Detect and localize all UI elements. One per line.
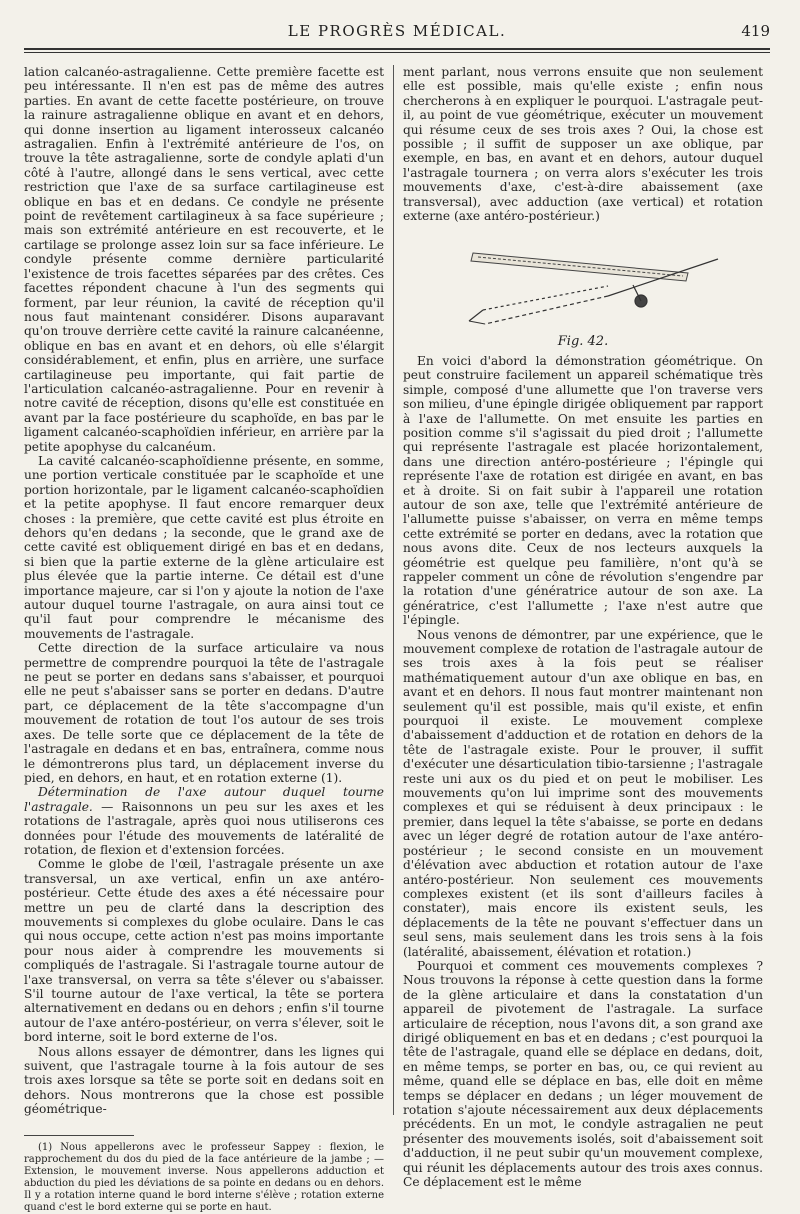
paragraph: La cavité calcanéo-scaphoïdienne présente, en somme, une portion verticale constituée par le scaphoïde et une portion horizontale, par le ligament calcanéo-scaphoïdien et la petite apophyse. Il faut encore remarquer deux choses : la première, que cette cavité est plus étroite en dehors qu'en dedans ; la seconde, que le grand axe de cette cavité est obliquement dirigé en bas et en dedans, si bien que la partie externe de la glène articulaire est plus élevée que la partie interne. Ce détail est d'une importance majeure, car si l'on y ajoute la notion de l'axe autour duquel tourne l'astragale, on aura ainsi tout ce qu'il faut pour comprendre le mécanisme des mouvements de l'astragale. bbox=[24, 453, 384, 641]
page-header bbox=[24, 22, 770, 44]
column-divider bbox=[393, 65, 394, 1115]
footnote-rule bbox=[24, 1135, 134, 1136]
running-title: LE PROGRÈS MÉDICAL. bbox=[287, 22, 507, 40]
section-paragraph bbox=[24, 785, 384, 857]
paragraph: Nous venons de démontrer, par une expérience, que le mouvement complexe de rotation de l'astragale autour de ses trois axes à la fois peut se réaliser mathématiquement autour d'un axe oblique en bas, en avant et en dehors. Il nous faut montrer maintenant non seulement qu'il est possible, mais qu'il existe, et enfin pourquoi il existe. Le mouvement complexe d'abaissement d'adduction et de rotation en dehors de la tête de l'astragale existe. Pour le prouver, il suffit d'exécuter une désarticulation tibio-tarsienne ; l'astragale reste uni aux os du pied et on peut le mobiliser. Les mouvements qu'on lui imprime sont des mouvements complexes et qui se réduisent à deux principaux : le premier, dans lequel la tête s'abaisse, se porte en dedans avec un léger degré de rotation autour de l'axe antéro-postérieur ; le second consiste en un mouvement d'élévation avec abduction et rotation autour de l'axe antéro-postérieur. Non seulement ces mouvements complexes existent (et ils sont d'ailleurs faciles à constater), mais encore ils existent seuls, les déplacements de la tête ne pouvant s'effectuer dans un seul sens, mais seulement dans les trois sens à la fois (latéralité, abaissement, élévation et rotation.) bbox=[403, 627, 763, 959]
paragraph: ment parlant, nous verrons ensuite que non seulement elle est possible, mais qu'elle existe ; enfin nous chercherons à en expliquer le pourquoi. L'astragale peut-il, au point de vue géométrique, exécuter un mouvement qui résume ceux de ses trois axes ? Oui, la chose est possible ; il suffit de supposer un axe oblique, par exemple, en bas, en avant et en dehors, autour duquel l'astragale tournera ; on verra alors s'exécuter les trois mouvements d'axe, c'est-à-dire abaissement (axe transversal), avec adduction (axe vertical) et rotation externe (axe antéro-postérieur.) bbox=[403, 65, 763, 224]
left-column bbox=[24, 65, 384, 1214]
section-heading: Détermination de l'axe autour duquel tourne l'astragale. bbox=[24, 785, 384, 814]
page-number: 419 bbox=[741, 22, 770, 40]
paragraph: lation calcanéo-astragalienne. Cette première facette est peu intéressante. Il n'en est pas de même des autres parties. En avant de cette facette postérieure, on trouve la rainure astragalienne oblique en avant et en dehors, qui donne insertion au ligament interosseux calcanéo astragalien. Enfin à l'extrémité antérieure de l'os, on trouve la tête astragalienne, sorte de condyle aplati d'un côté à l'autre, allongé dans le sens vertical, avec cette restriction que l'axe de sa surface cartilagineuse est oblique en bas et en dedans. Ce condyle ne présente point de revêtement cartilagineux à sa face supérieure ; mais son extrémité antérieure en est recouverte, et le cartilage se prolonge assez loin sur sa face inférieure. Le condyle présente comme dernière particularité l'existence de trois facettes séparées par des crêtes. Ces facettes répondent chacune à l'un des segments qui forment, par leur réunion, la cavité de réception qu'il nous faut maintenant considérer. Disons auparavant qu'on trouve derrière cette cavité la rainure calcanéenne, oblique en bas en avant et en dehors, où elle s'élargit considérablement, et enfin, plus en arrière, une surface cartilagineuse peu importante, qui fait partie de l'articulation calcanéo-astragalienne. Pour en revenir à notre cavité de réception, disons qu'elle est constituée en avant par la face postérieure du scaphoïde, en bas par le ligament calcanéo-scaphoïdien inférieur, en arrière par la petite apophyse du calcanéum. bbox=[24, 65, 384, 454]
paragraph: Pourquoi et comment ces mouvements complexes ? Nous trouvons la réponse à cette question dans la forme de la glène articulaire et dans la constatation d'un appareil de pivotement de l'astragale. La surface articulaire de réception, nous l'avons dit, a son grand axe dirigé obliquement en bas et en dedans ; c'est pourquoi la tête de l'astragale, quand elle se déplace en dedans, doit, en même temps, se porter en bas, ou, ce qui revient au même, quand elle se déplace en bas, elle doit en même temps se déplacer en dedans ; un léger mouvement de rotation s'ajoute nécessairement aux deux déplacements précédents. En un mot, le condyle astragalien ne peut présenter des mouvements isolés, soit d'abaissement soit d'adduction, il ne peut subir qu'un mouvement complexe, qui réunit les déplacements autour des trois axes connus. Ce déplacement est le même bbox=[403, 958, 763, 1190]
match-illustration bbox=[471, 253, 688, 281]
paragraph: En voici d'abord la démonstration géométrique. On peut construire facilement un appareil schématique très simple, composé d'une allumette que l'on traverse vers son milieu, d'une épingle dirigée obliquement par rapport à l'axe de l'allumette. On met ensuite les parties en position comme s'il s'agissait du pied droit ; l'allumette qui représente l'astragale est placée horizontalement, dans une direction antéro-postérieure ; l'épingle qui représente l'axe de rotation est dirigée en avant, en bas et à droite. Si on fait subir à l'appareil une rotation autour de son axe, telle que l'extrémité antérieure de l'allumette puisse s'abaisser, on verra en même temps cette extrémité se porter en dedans, avec la rotation que nous avons dite. Ceux de nos lecteurs auxquels la géométrie est quelque peu familière, n'ont qu'à se rappeler comment un cône de révolution s'engendre par la rotation d'une génératrice autour de son axe. La génératrice, c'est l'allumette ; l'axe n'est autre que l'épingle. bbox=[403, 353, 763, 628]
footnote: (1) Nous appellerons avec le professeur Sappey : flexion, le rapprochement du dos du pied de la face antérieure de la jambe ; — Extension, le mouvement inverse. Nous appellerons adduction et abduction du pied les déviations de sa pointe en dedans ou en dehors. Il y a rotation interne quand le bord interne s'élève ; rotation externe quand c'est le bord externe qui se porte en haut. bbox=[24, 1141, 384, 1213]
right-column bbox=[403, 65, 763, 1214]
figure-42 bbox=[403, 241, 763, 349]
paragraph: Cette direction de la surface articulaire va nous permettre de comprendre pourquoi la tête de l'astragale ne peut se porter en dedans sans s'abaisser, et pourquoi elle ne peut s'abaisser sans se porter en dedans. D'autre part, ce déplacement de la tête s'accompagne d'un mouvement de rotation de tout l'os autour de ses trois axes. De telle sorte que ce déplacement de la tête de l'astragale en dedans et en bas, entraînera, comme nous le démontrerons plus tard, un déplacement inverse du pied, en dehors, en haut, et en rotation externe (1). bbox=[24, 641, 384, 785]
paragraph: Comme le globe de l'œil, l'astragale présente un axe transversal, un axe vertical, enfin un axe antéro-postérieur. Cette étude des axes a été nécessaire pour mettre un peu de clarté dans la description des mouvements si complexes du globe oculaire. Dans le cas qui nous occupe, cette action n'est pas moins importante pour nous aider à comprendre les mouvements si compliqués de l'astragale. Si l'astragale tourne autour de l'axe transversal, on verra sa tête s'élever ou s'abaisser. S'il tourne autour de l'axe vertical, la tête se portera alternativement en dedans ou en dehors ; enfin s'il tourne autour de l'axe antéro-postérieur, on verra s'élever, soit le bord interne, soit le bord externe de l'os. bbox=[24, 857, 384, 1045]
figure-caption: Fig. 42. bbox=[557, 334, 609, 350]
two-column-body bbox=[24, 65, 770, 1214]
section-text: — Raisonnons un peu sur les axes et les rotations de l'astragale, après quoi nous utiliserons ces données pour l'étude des mouvements de latéralité de rotation, de flexion et d'extension forcées. bbox=[24, 799, 384, 857]
header-rule bbox=[24, 48, 770, 53]
paragraph: Nous allons essayer de démontrer, dans les lignes qui suivent, que l'astragale tourne à la fois autour de ses trois axes lorsque sa tête se porte soit en dedans soit en dehors. Nous montrerons que la chose est possible géométrique- bbox=[24, 1044, 384, 1117]
match-and-pin-illustration bbox=[433, 241, 733, 331]
